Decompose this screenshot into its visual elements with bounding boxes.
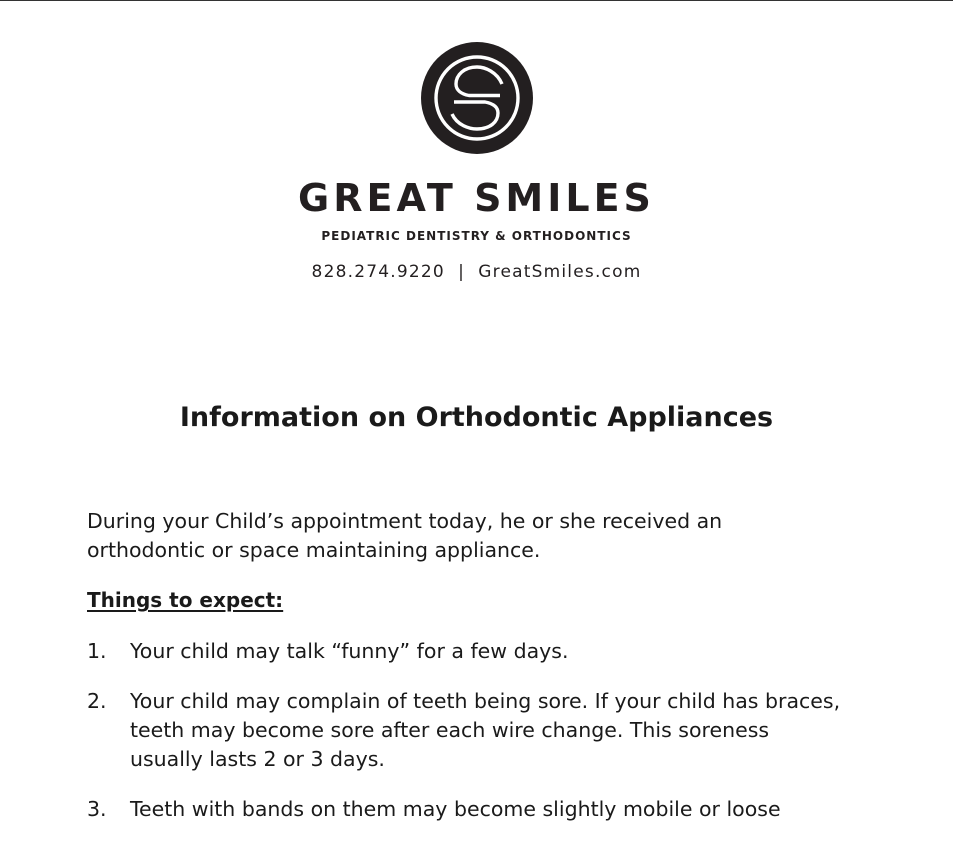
- list-item-number: 3.: [87, 797, 107, 821]
- gs-circle-logo-icon: [419, 40, 535, 156]
- list-item-text: Teeth with bands on them may become slightly mobile or loose: [130, 797, 781, 821]
- document-title: Information on Orthodontic Appliances: [179, 402, 774, 433]
- intro-paragraph: During your Child’s appointment today, he or she received an orthodontic or space maintaining appliance.: [87, 509, 723, 562]
- phone-number: 828.274.9220: [311, 262, 445, 282]
- list-item-number: 2.: [87, 689, 107, 713]
- list-item-text: Your child may talk “funny” for a few days.: [130, 639, 569, 663]
- expectations-list: [87, 637, 847, 845]
- website-link[interactable]: GreatSmiles.com: [478, 262, 642, 282]
- contact-line: [0, 259, 953, 285]
- section-heading: Things to expect:: [87, 588, 284, 612]
- list-item: [87, 637, 847, 666]
- brand-name: GREAT SMILES: [298, 176, 655, 220]
- list-item: [87, 687, 847, 774]
- brand-tagline: PEDIATRIC DENTISTRY & ORTHODONTICS: [321, 229, 632, 243]
- list-item-text: Your child may complain of teeth being sore. If your child has braces, teeth may become sore after each wire change. This soreness usually lasts 2 or 3 days.: [130, 689, 841, 771]
- contact-separator: |: [458, 262, 466, 282]
- top-divider: [0, 0, 953, 1]
- list-item-number: 1.: [87, 639, 107, 663]
